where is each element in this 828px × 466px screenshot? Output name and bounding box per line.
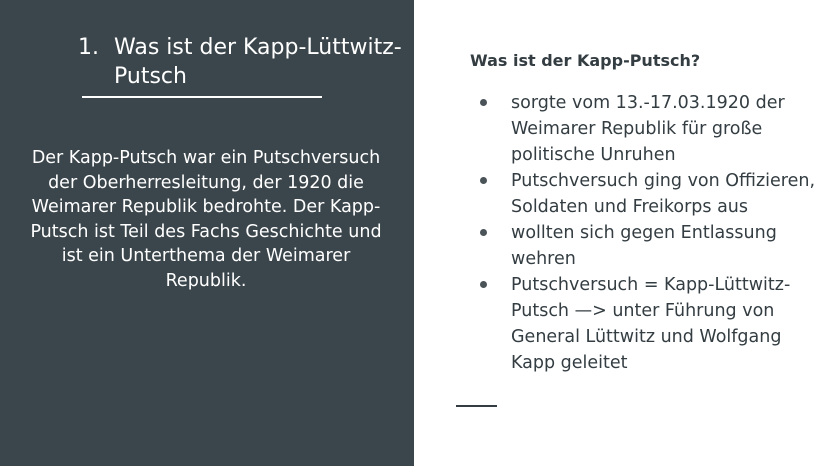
heading-number: 1. bbox=[78, 35, 99, 60]
heading-underline bbox=[82, 96, 322, 98]
bullet-dot-icon bbox=[480, 99, 487, 106]
bullet-text: sorgte vom 13.-17.03.1920 der Weimarer Republik für große politische Unruhen bbox=[511, 93, 785, 165]
bullet-text: wollten sich gegen Entlassung wehren bbox=[511, 223, 777, 269]
bullet-list bbox=[474, 90, 819, 376]
bullet-dot-icon bbox=[480, 229, 487, 236]
bullet-item bbox=[474, 168, 819, 220]
bullet-dot-icon bbox=[480, 177, 487, 184]
right-subtitle: Was ist der Kapp-Putsch? bbox=[470, 51, 701, 70]
bullet-text: Putschversuch = Kapp-Lüttwitz-Putsch —> unter Führung von General Lüttwitz und Wolfgang Kapp geleitet bbox=[511, 275, 791, 373]
bullet-item bbox=[474, 272, 819, 376]
heading-text: Was ist der Kapp-Lüttwitz-Putsch bbox=[114, 35, 402, 89]
side-divider bbox=[456, 405, 497, 407]
bullet-item bbox=[474, 220, 819, 272]
bullet-item bbox=[474, 90, 819, 168]
bullet-dot-icon bbox=[480, 281, 487, 288]
bullet-text: Putschversuch ging von Offizieren, Soldaten und Freikorps aus bbox=[511, 171, 816, 217]
intro-paragraph: Der Kapp-Putsch war ein Putschversuch der Oberherresleitung, der 1920 die Weimarer Republik bedrohte. Der Kapp-Putsch ist Teil des Fachs Geschichte und ist ein Unterthema der Weimarer Republik. bbox=[30, 148, 382, 291]
